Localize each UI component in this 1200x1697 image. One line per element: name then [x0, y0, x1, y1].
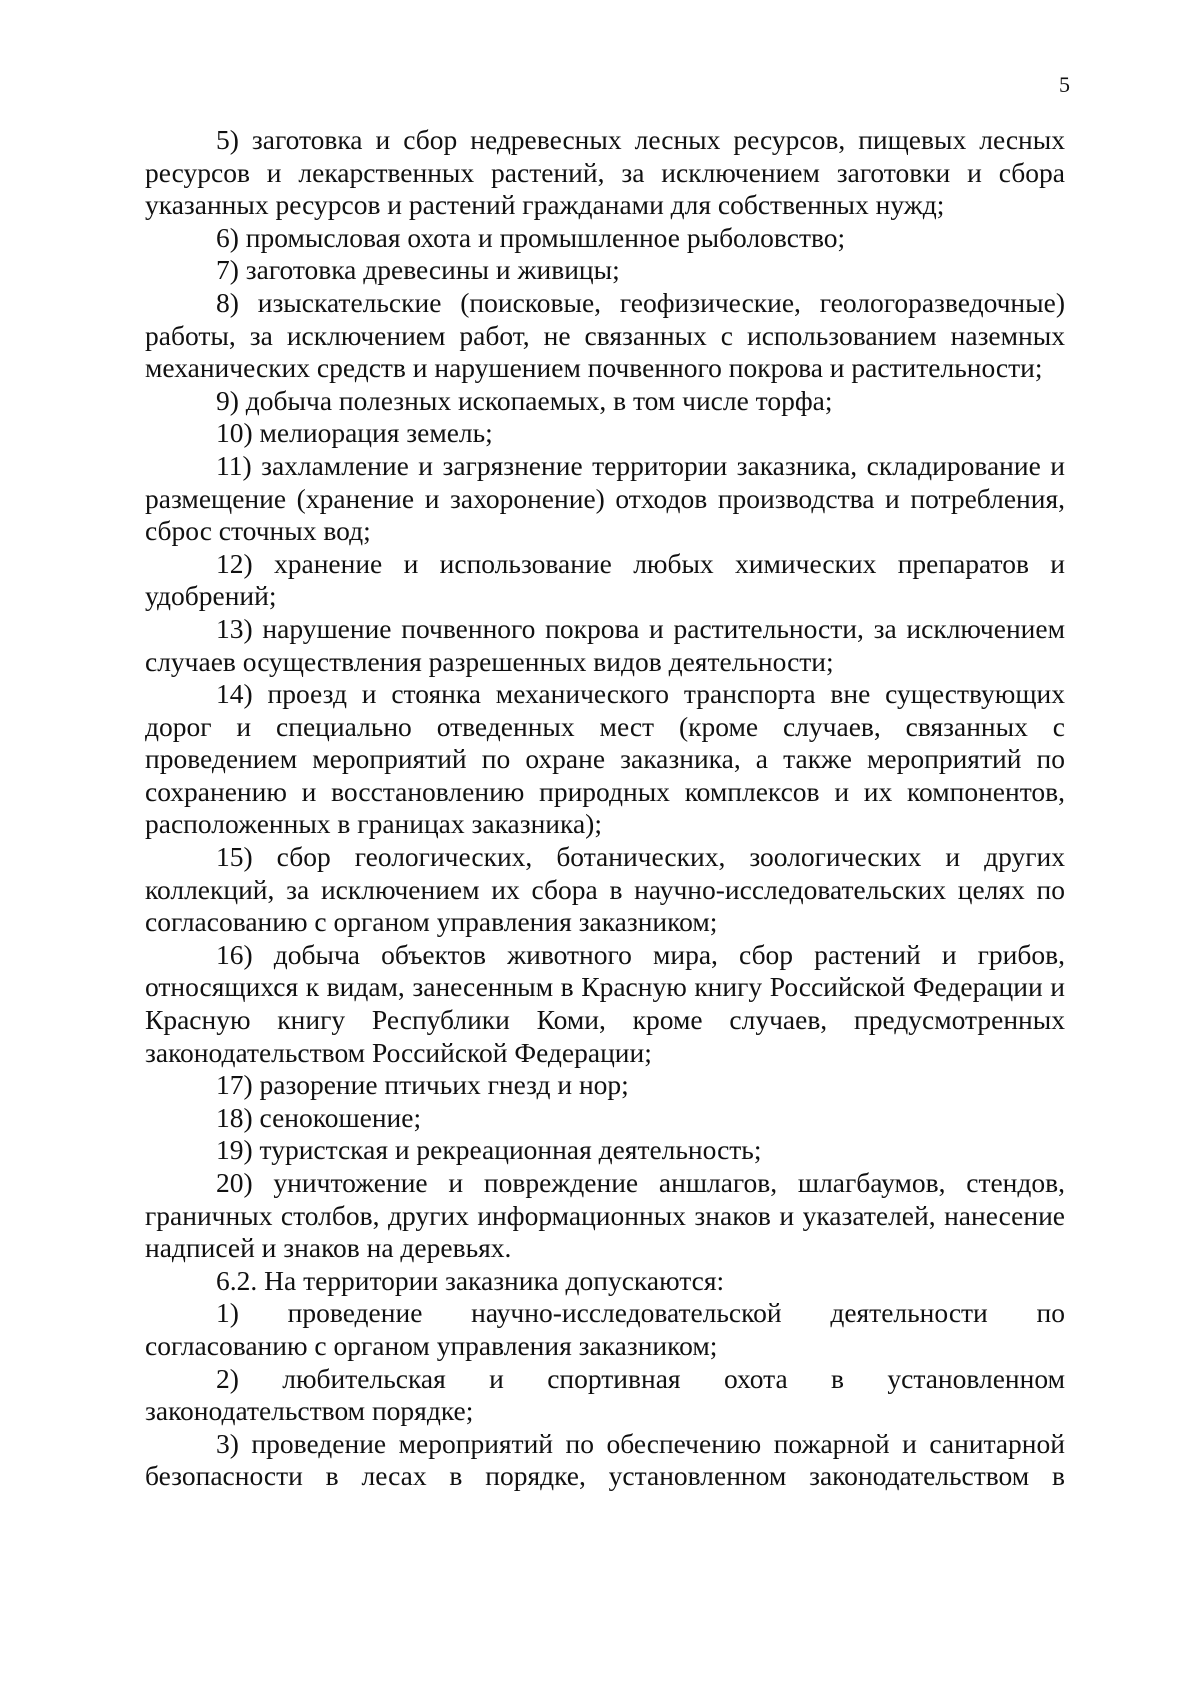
paragraph-item-17: 17) разорение птичьих гнезд и нор; [216, 1069, 629, 1101]
paragraph-item-10: 10) мелиорация земель; [216, 417, 493, 449]
paragraph-item-14: 14) проезд и стоянка механического транспорта вне существующих дорог и специально отведенных мест (кроме случаев, связанных с проведением мероприятий по охране заказника, а также мероприятий по сохранению и восстановлению природных комплексов и их компонентов, расположенных в границах заказника); [145, 678, 1065, 840]
paragraph-item-6: 6) промысловая охота и промышленное рыболовство; [216, 221, 846, 253]
paragraph-allowed-1: 1) проведение научно-исследовательской деятельности по согласованию с органом управления заказником; [145, 1297, 1065, 1361]
document-body [145, 124, 1065, 1493]
paragraph-item-8: 8) изыскательские (поисковые, геофизические, геологоразведочные) работы, за исключением работ, не связанных с использованием наземных механических средств и нарушением почвенного покрова и растительности; [145, 286, 1065, 384]
paragraph-item-11: 11) захламление и загрязнение территории заказника, складирование и размещение (хранение и захоронение) отходов производства и потребления, сброс сточных вод; [145, 449, 1065, 547]
paragraph-item-20: 20) уничтожение и повреждение аншлагов, шлагбаумов, стендов, граничных столбов, других информационных знаков и указателей, нанесение надписей и знаков на деревьях. [145, 1167, 1065, 1264]
paragraph-item-5: 5) заготовка и сбор недревесных лесных ресурсов, пищевых лесных ресурсов и лекарственных растений, за исключением заготовки и сбора указанных ресурсов и растений гражданами для собственных нужд; [145, 124, 1065, 221]
paragraph-item-16: 16) добыча объектов животного мира, сбор растений и грибов, относящихся к видам, занесенным в Красную книгу Российской Федерации и Красную книгу Республики Коми, кроме случаев, предусмотренных законодательством Российской Федерации; [145, 938, 1065, 1068]
paragraph-item-15: 15) сбор геологических, ботанических, зоологических и других коллекций, за исключением их сбора в научно-исследовательских целях по согласованию с органом управления заказником; [145, 841, 1065, 938]
paragraph-item-13: 13) нарушение почвенного покрова и растительности, за исключением случаев осуществления разрешенных видов деятельности; [145, 612, 1065, 677]
paragraph-item-7: 7) заготовка древесины и живицы; [216, 254, 620, 286]
paragraph-allowed-3: 3) проведение мероприятий по обеспечению пожарной и санитарной безопасности в лесах в порядке, установленном законодательством в [145, 1427, 1065, 1492]
paragraph-item-18: 18) сенокошение; [216, 1101, 422, 1133]
section-heading-6-2: 6.2. На территории заказника допускаются: [216, 1264, 725, 1296]
paragraph-item-9: 9) добыча полезных ископаемых, в том числе торфа; [216, 384, 833, 416]
paragraph-item-19: 19) туристская и рекреационная деятельность; [216, 1134, 762, 1166]
page-number: 5 [1059, 72, 1070, 97]
paragraph-item-12: 12) хранение и использование любых химических препаратов и удобрений; [145, 547, 1065, 612]
paragraph-allowed-2: 2) любительская и спортивная охота в установленном законодательством порядке; [145, 1362, 1065, 1427]
